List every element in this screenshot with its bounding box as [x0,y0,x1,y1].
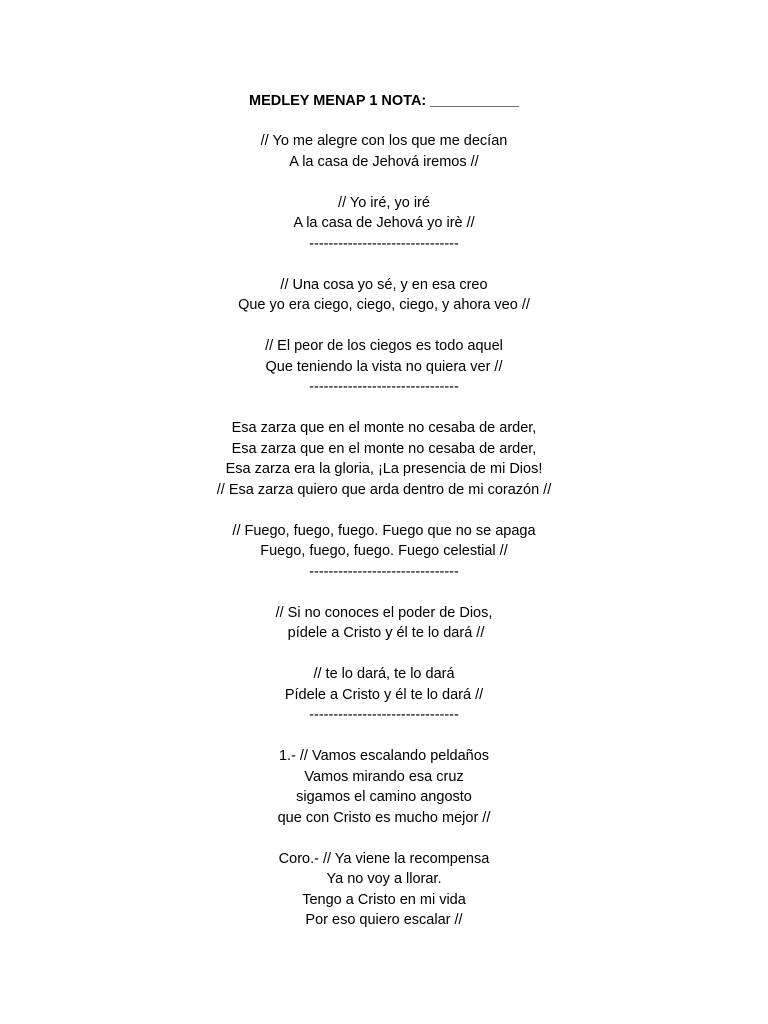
lyric-line: Vamos mirando esa cruz [304,768,464,785]
lyric-line: // te lo dará, te lo dará [313,666,455,682]
lyric-line: // Una cosa yo sé, y en esa creo [280,276,488,293]
lyric-line: // Yo iré, yo iré [338,194,430,211]
lyrics-body [0,131,768,931]
lyric-line: Coro.- // Ya viene la recompensa [278,850,490,867]
lyric-line: 1.- // Vamos escalando peldaños [278,748,490,764]
blank-line [0,828,768,849]
lyric-line: sigamos el camino angosto [296,789,472,805]
blank-line [0,644,768,665]
lyric-line: Esa zarza que en el monte no cesaba de arder, [231,420,537,436]
lyric-line: // Si no conoces el poder de Dios, [275,604,493,621]
lyric-line: Pídele a Cristo y él te lo dará // [284,686,484,703]
blank-line [0,726,768,747]
lyric-line: pídele a Cristo y él te lo dará // [283,625,485,641]
lyric-line: Ya no voy a llorar. [326,871,442,887]
lyric-line: Por eso quiero escalar // [305,912,463,928]
separator-line: ------------------------------- [309,235,459,252]
lyric-line: Tengo a Cristo en mi vida [302,891,466,908]
blank-line [0,172,768,193]
lyric-line: // Fuego, fuego, fuego. Fuego que no se apaga [232,522,536,539]
blank-line [0,500,768,521]
separator-line: ------------------------------- [309,379,459,395]
separator-line: ------------------------------- [309,707,459,723]
blank-line [0,316,768,337]
lyric-line: // El peor de los ciegos es todo aquel [265,338,503,354]
lyric-line: A la casa de Jehová iremos // [289,153,479,170]
lyric-line: Esa zarza era la gloria, ¡La presencia de mi Dios! [225,461,543,477]
blank-line [0,398,768,419]
lyric-line: // Yo me alegre con los que me decían [260,133,508,149]
lyric-line: que con Cristo es mucho mejor // [277,809,491,826]
lyric-line: Que yo era ciego, ciego, ciego, y ahora veo // [238,297,530,313]
lyric-line: Esa zarza que en el monte no cesaba de arder, [231,440,537,457]
lyric-line: // Esa zarza quiero que arda dentro de mi corazón // [216,481,552,498]
blank-line [0,582,768,603]
lyric-line: A la casa de Jehová yo irè // [293,215,475,231]
blank-line [0,254,768,275]
separator-line: ------------------------------- [309,563,459,580]
document-title: MEDLEY MENAP 1 NOTA: ___________ [249,93,519,109]
lyric-line: Que teniendo la vista no quiera ver // [265,358,503,375]
lyric-line: Fuego, fuego, fuego. Fuego celestial // [260,543,508,559]
